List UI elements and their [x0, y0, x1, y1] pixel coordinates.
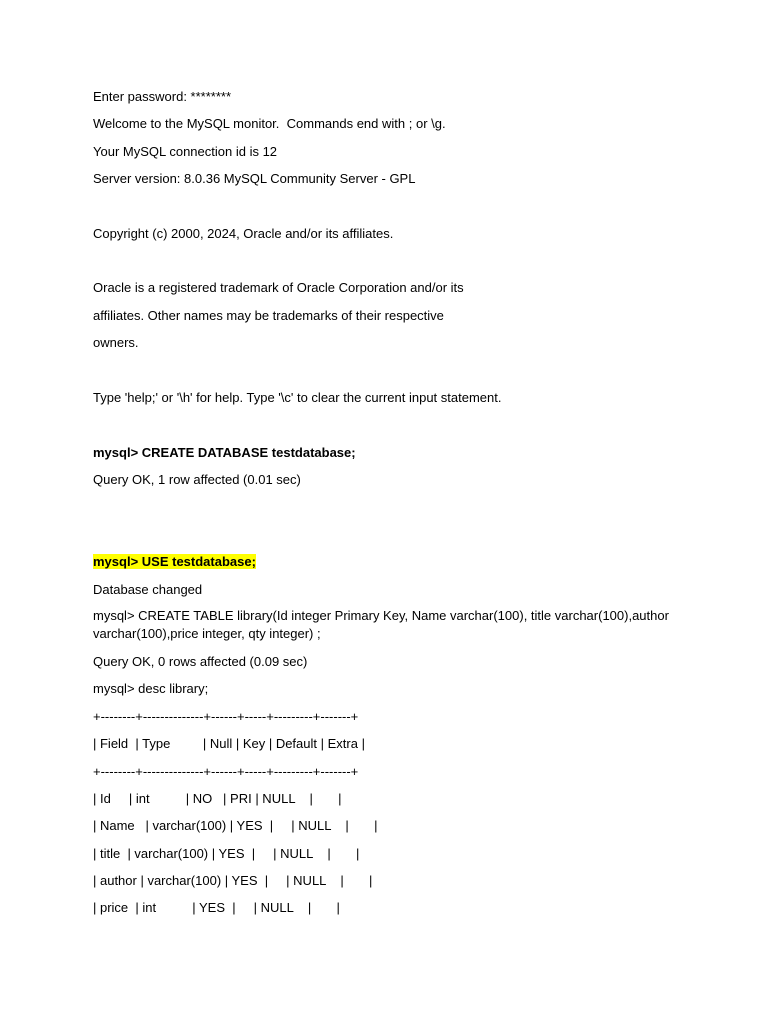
create-database-command: mysql> CREATE DATABASE testdatabase;: [93, 445, 356, 460]
table-row: | Name | varchar(100) | YES | | NULL | |: [93, 818, 378, 833]
highlighted-command: mysql> USE testdatabase;: [93, 554, 256, 569]
password-prompt: Enter password: ********: [93, 89, 232, 104]
welcome-message: Welcome to the MySQL monitor. Commands end with ; or \g.: [93, 116, 446, 131]
table-row: | Id | int | NO | PRI | NULL | |: [93, 791, 342, 806]
help-hint: Type 'help;' or '\h' for help. Type '\c' to clear the current input statement.: [93, 390, 502, 405]
table-row: | title | varchar(100) | YES | | NULL | |: [93, 846, 360, 861]
copyright: Copyright (c) 2000, 2024, Oracle and/or its affiliates.: [93, 226, 394, 241]
create-table-command: mysql> CREATE TABLE library(Id integer Primary Key, Name varchar(100), title varchar(100),author varchar(100),price integer, qty integer) ;: [93, 608, 669, 641]
server-version: Server version: 8.0.36 MySQL Community Server - GPL: [93, 171, 416, 186]
trademark-line-2: affiliates. Other names may be trademarks of their respective: [93, 308, 444, 323]
table-header-row: | Field | Type | Null | Key | Default | Extra |: [93, 736, 365, 751]
database-changed: Database changed: [93, 582, 203, 597]
trademark-line-3: owners.: [93, 335, 139, 350]
table-border-top: +--------+--------------+------+-----+---------+-------+: [93, 709, 359, 724]
table-row: | price | int | YES | | NULL | |: [93, 900, 340, 915]
query-result-1: Query OK, 1 row affected (0.01 sec): [93, 472, 301, 487]
table-border-mid: +--------+--------------+------+-----+---------+-------+: [93, 764, 359, 779]
trademark-line-1: Oracle is a registered trademark of Oracle Corporation and/or its: [93, 280, 464, 295]
connection-id: Your MySQL connection id is 12: [93, 144, 278, 159]
query-result-2: Query OK, 0 rows affected (0.09 sec): [93, 654, 308, 669]
table-row: | author | varchar(100) | YES | | NULL | |: [93, 873, 373, 888]
desc-command: mysql> desc library;: [93, 681, 209, 696]
use-database-command: [93, 553, 256, 570]
